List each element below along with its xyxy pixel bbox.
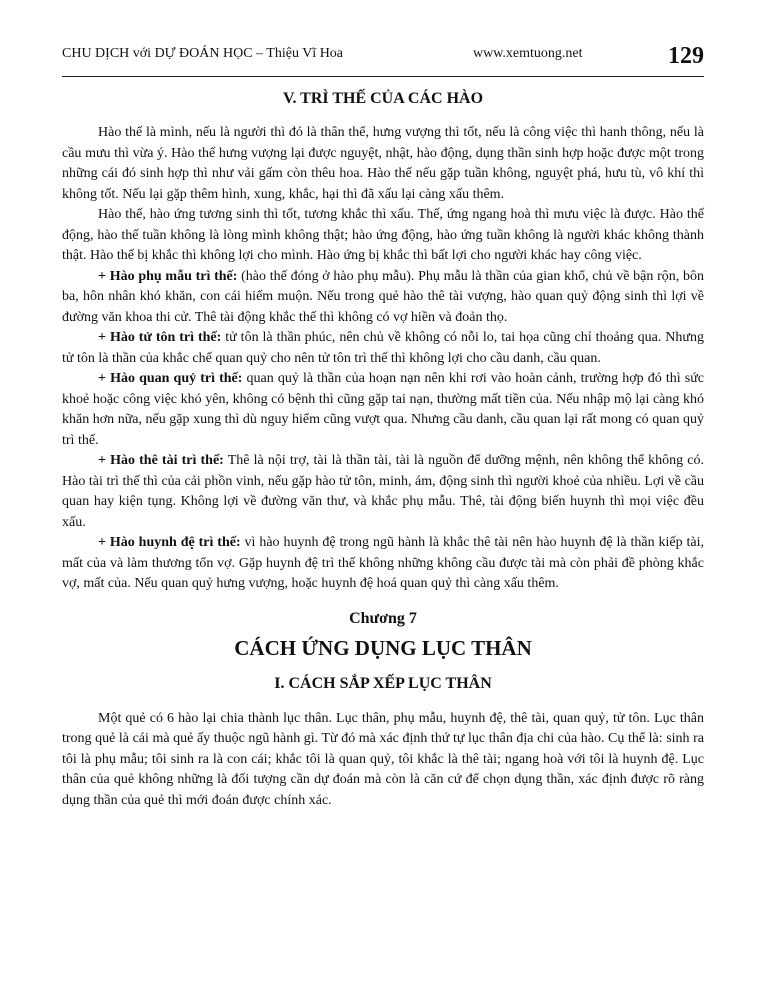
list-item <box>62 451 704 533</box>
item-text: tử tôn là thần phúc, nên chủ về không có nỗi lo, tai họa cũng chỉ thoảng qua. Nhưng tử tôn là thần của khắc chế quan quỷ cho nên tử tôn trì thế thì không lợi cho cầu danh, cầu quan. <box>62 330 705 366</box>
item-label: + Hào quan quỷ trì thế: <box>98 371 243 386</box>
chapter-title: CÁCH ỨNG DỤNG LỤC THÂN <box>234 635 532 660</box>
item-label: + Hào huynh đệ trì thế: <box>98 535 241 550</box>
page-body <box>62 88 704 811</box>
item-label: + Hào thê tài trì thế: <box>98 453 224 468</box>
section-heading: I. CÁCH SẮP XẾP LỤC THÂN <box>274 674 492 692</box>
item-text: Thê là nội trợ, tài là thần tài, tài là nguồn để dưỡng mệnh, nên không thể không có. Hào tài trì thế thì của cải phồn vinh, nếu gặp hào tử tôn, minh, ám, động sinh thì người khoẻ của nhiều. Lợi về cầu quan hay kiện tụng. Không lợi về đường văn thư, và khắc phụ mẫu. Thê, tài động biến huynh thì mọi việc đều xấu. <box>62 453 705 530</box>
list-item <box>62 328 704 369</box>
section-heading: V. TRÌ THẾ CỦA CÁC HÀO <box>282 90 484 107</box>
chapter-number: Chương 7 <box>349 609 417 627</box>
list-item <box>62 267 704 329</box>
list-item <box>62 533 704 595</box>
paragraph: Một quẻ có 6 hào lại chia thành lục thân. Lục thân, phụ mẫu, huynh đệ, thê tài, quan quỷ, tử tôn. Lục thân trong quẻ là cái mà quẻ ấy thuộc ngũ hành gì. Từ đó mà xác định thứ tự lục thân địa chi của hào. Cụ thể là: sinh ra tôi là phụ mẫu; tôi sinh ra là con cái; khắc tôi là quan quỷ, tôi khắc là thê tài; ngang hoà với tôi là huynh đệ. Lục thân của quẻ không những là đối tượng cần dự đoán mà còn là căn cứ để chọn dụng thần, xác định được rõ ràng dụng thần của quẻ thì mới đoán được chính xác. <box>62 710 704 808</box>
page-header <box>62 43 704 78</box>
paragraph: Hào thế, hào ứng tương sinh thì tốt, tương khắc thì xấu. Thế, ứng ngang hoà thì mưu việc là được. Hào thế động, hào thế tuần không là lòng mình không thật; hào ứng động, hào ứng tuần không là người khác không thành thật. Hào thế bị khắc thì không lợi cho mình. Hào ứng bị khắc thì bất lợi cho người khác hay công việc. <box>62 207 704 263</box>
paragraph: Hào thế là mình, nếu là người thì đó là thân thể, hưng vượng thì tốt, nếu là công việc thì hanh thông, nếu là cầu mưu thì vừa ý. Hào thế hưng vượng lại được nguyệt, nhật, hào động, dụng thần sinh hợp hoặc được một trong những cái đó sinh hợp thì như vải gấm còn thêu hoa. Hào thế nếu gặp tuần không, nguyệt phá, hưu tù, vô khí thì không tốt. Nếu lại gặp thêm hình, xung, khắc, hại thì đã xấu lại càng xấu thêm. <box>62 125 704 202</box>
book-title: CHU DỊCH với DỰ ĐOÁN HỌC – Thiệu Vĩ Hoa <box>62 46 344 61</box>
item-text: (hào thế đóng ở hào phụ mẫu). Phụ mẫu là thần của gian khổ, chủ về bận rộn, bôn ba, hôn nhân khó khăn, con cái hiếm muộn. Nếu trong quẻ hào thê tài vượng, hào quan quỷ động sinh thì lợi về đường văn khoa thi cử. Thê tài động khắc thế thì không có vợ hiền và đoản thọ. <box>62 268 705 325</box>
item-text: quan quỷ là thần của hoạn nạn nên khi rơi vào hoàn cảnh, trường hợp đó thì sức khoẻ hoặc công việc khó yên, không có bệnh thì cũng gặp tai nạn, thường mất tiền của. Nếu nhập mộ lại càng khó khăn hơn nữa, nếu gặp xung thì dù nguy hiểm cũng vượt qua. Nhưng cầu danh, cầu quan lại rất mong có quan quỷ trì thế. <box>62 371 704 448</box>
website-url: www.xemtuong.net <box>473 46 583 61</box>
header-divider <box>62 76 704 77</box>
item-label: + Hào tử tôn trì thế: <box>98 330 222 345</box>
page-number: 129 <box>668 43 704 69</box>
item-label: + Hào phụ mẫu trì thế: <box>98 268 238 284</box>
list-item <box>62 369 704 451</box>
item-text: vì hào huynh đệ trong ngũ hành là khắc thê tài nên hào huynh đệ là thần kiếp tài, mất của và làm thương tổn vợ. Gặp huynh đệ trì thế không những không cầu được tài mà còn phải đề phòng khắc vợ, mất của. Nếu quan quỷ hưng vượng, hoặc huynh đệ hoá quan quỷ thì càng xấu thêm. <box>62 535 705 591</box>
